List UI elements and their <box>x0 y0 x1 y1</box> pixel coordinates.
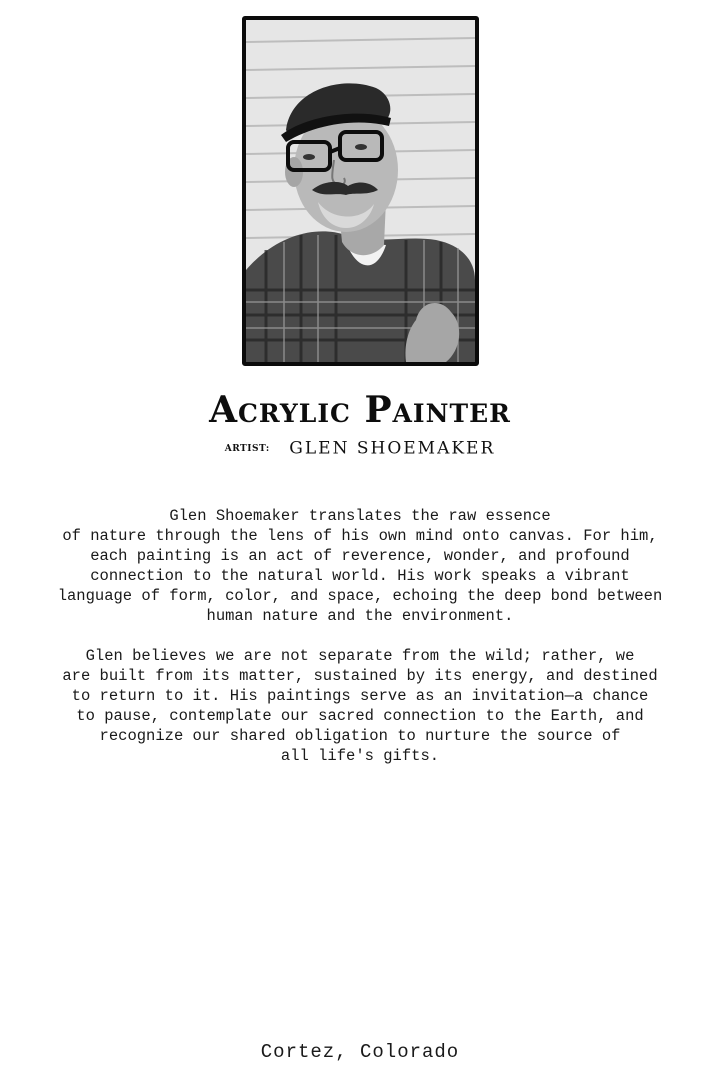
bio-line: recognize our shared obligation to nurture the source of <box>99 727 621 745</box>
bio-line: each painting is an act of reverence, wonder, and profound <box>90 547 630 565</box>
bio-line: are built from its matter, sustained by its energy, and destined <box>62 667 658 685</box>
bio-paragraph-2 <box>0 646 720 766</box>
bio-line: all life's gifts. <box>280 747 440 765</box>
bio-line: to return to it. His paintings serve as an invitation—a chance <box>71 687 649 705</box>
portrait-photo <box>246 20 475 362</box>
bio-line: language of form, color, and space, echoing the deep bond between <box>57 587 663 605</box>
bio-paragraph-1 <box>0 506 720 626</box>
bio-line: to pause, contemplate our sacred connection to the Earth, and <box>76 707 644 725</box>
artist-portrait <box>242 16 479 366</box>
location: Cortez, Colorado <box>260 1041 460 1063</box>
bio-line: Glen believes we are not separate from the wild; rather, we <box>85 647 635 665</box>
bio-line: human nature and the environment. <box>206 607 514 625</box>
bio-line: connection to the natural world. His work speaks a vibrant <box>90 567 630 585</box>
artist-name: GLEN SHOEMAKER <box>289 438 496 459</box>
artist-label: ARTIST: <box>224 443 270 454</box>
artist-credit <box>0 437 720 460</box>
bio-line: of nature through the lens of his own mind onto canvas. For him, <box>62 527 658 545</box>
bio-line: Glen Shoemaker translates the raw essence <box>169 507 551 525</box>
page-title: Acrylic Painter <box>209 389 511 431</box>
